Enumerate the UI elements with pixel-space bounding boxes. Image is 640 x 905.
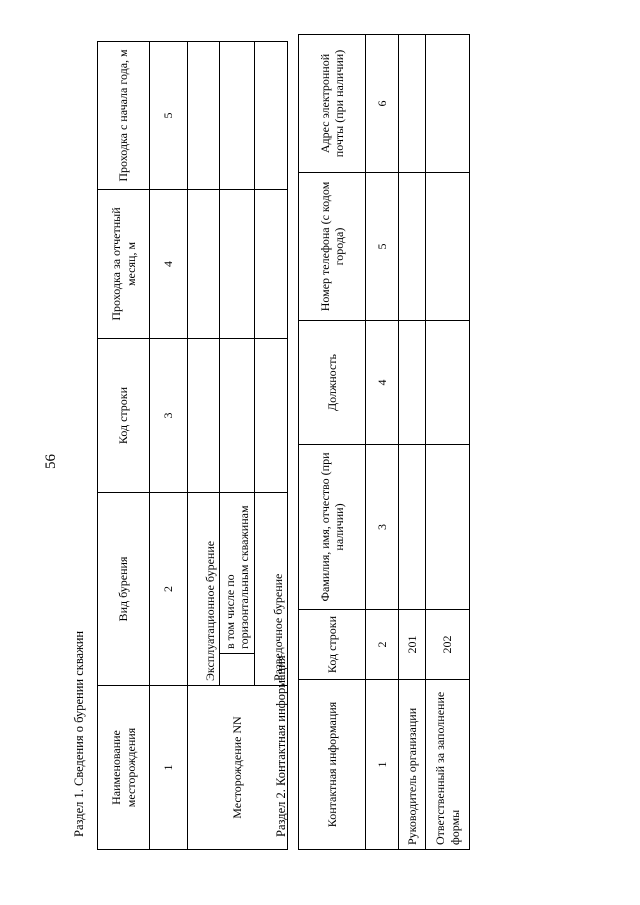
row-horizontal-label: в том числе по горизонтальным скважинам <box>220 493 255 654</box>
col-header-position: Должность <box>299 321 366 445</box>
row-head-name <box>399 445 426 610</box>
col-number-3: 3 <box>366 445 399 610</box>
row-head-position <box>399 321 426 445</box>
row-exploitation-label: Эксплуатационное бурение <box>188 493 220 686</box>
col-header-contact: Контактная информация <box>299 680 366 850</box>
row-exploration-month <box>255 190 288 339</box>
row-exploitation-month <box>188 190 220 339</box>
col-number-1: 1 <box>150 686 188 850</box>
col-number-5: 5 <box>150 42 188 190</box>
indent-spacer <box>220 654 255 686</box>
col-number-4: 4 <box>150 190 188 339</box>
section2-title: Раздел 2. Контактная информация <box>274 655 288 837</box>
col-header-email: Адрес электронной почты (при наличии) <box>299 35 366 173</box>
section2-table <box>298 34 470 850</box>
section1-title: Раздел 1. Сведения о бурении скважин <box>72 630 86 837</box>
col-header-field: Наименование месторождения <box>98 686 150 850</box>
row-head-email <box>399 35 426 173</box>
row-horizontal-month <box>220 190 255 339</box>
row-exploitation-year <box>188 42 220 190</box>
row-responsible-phone <box>426 173 470 321</box>
section1-table <box>97 41 288 850</box>
col-number-2: 2 <box>150 493 188 686</box>
col-header-line-code: Код строки <box>98 339 150 493</box>
row-exploration-code <box>255 339 288 493</box>
col-number-6: 6 <box>366 35 399 173</box>
col-number-4: 4 <box>366 321 399 445</box>
col-header-month-footage: Проходка за отчетный месяц, м <box>98 190 150 339</box>
page-number: 56 <box>43 454 59 469</box>
row-horizontal-year <box>220 42 255 190</box>
row-exploitation-code <box>188 339 220 493</box>
col-header-full-name: Фамилия, имя, отчество (при наличии) <box>299 445 366 610</box>
col-number-2: 2 <box>366 610 399 680</box>
col-header-line-code: Код строки <box>299 610 366 680</box>
field-name-cell: Месторождение NN <box>188 686 288 850</box>
row-responsible-label: Ответственный за заполнение формы <box>426 680 470 850</box>
row-head-label: Руководитель организации <box>399 680 426 850</box>
row-exploration-year <box>255 42 288 190</box>
row-exploration-label: Разведочное бурение <box>255 493 288 686</box>
row-responsible-name <box>426 445 470 610</box>
row-responsible-code: 202 <box>426 610 470 680</box>
col-header-year-footage: Проходка с начала года, м <box>98 42 150 190</box>
col-number-1: 1 <box>366 680 399 850</box>
row-responsible-position <box>426 321 470 445</box>
col-header-phone: Номер телефона (с кодом города) <box>299 173 366 321</box>
col-number-5: 5 <box>366 173 399 321</box>
col-number-3: 3 <box>150 339 188 493</box>
col-header-drilling-type: Вид бурения <box>98 493 150 686</box>
row-horizontal-code <box>220 339 255 493</box>
row-head-phone <box>399 173 426 321</box>
row-head-code: 201 <box>399 610 426 680</box>
row-responsible-email <box>426 35 470 173</box>
